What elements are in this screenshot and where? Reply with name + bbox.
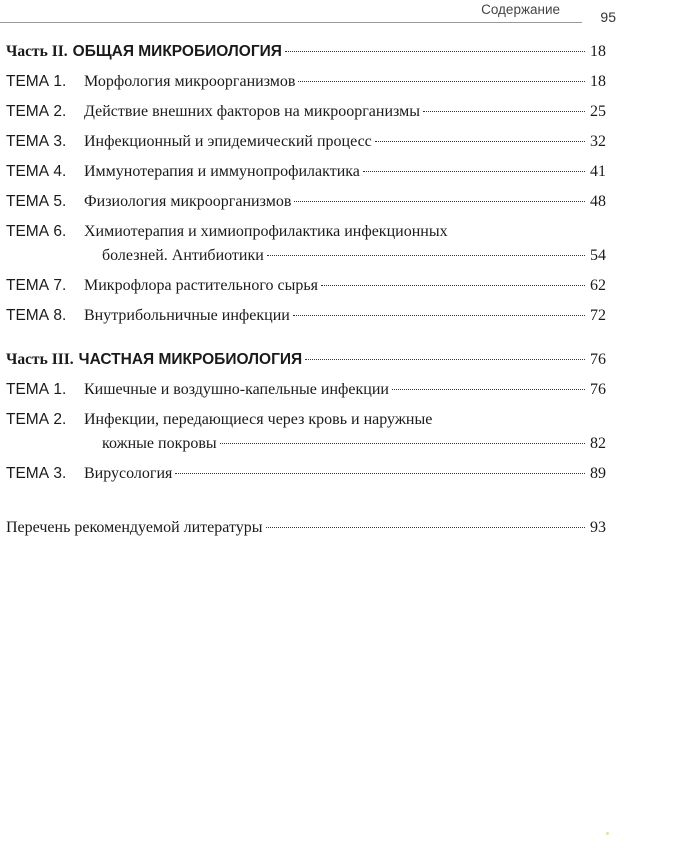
topic-label: ТЕМА 6.	[6, 223, 67, 240]
running-title: Содержание	[481, 2, 560, 17]
entry-title: Инфекционный и эпидемический процесс	[84, 133, 372, 150]
table-of-contents	[6, 36, 606, 540]
dot-leader	[294, 201, 585, 202]
running-header	[0, 0, 678, 30]
dot-leader	[266, 527, 586, 528]
entry-title: Химиотерапия и химиопрофилактика инфекционных	[84, 223, 448, 240]
dot-leader	[298, 81, 585, 82]
header-rule	[0, 22, 582, 23]
entry-title: Действие внешних факторов на микроорганизмы	[84, 103, 420, 120]
entry-title-continued: болезней. Антибиотики	[102, 247, 264, 264]
toc-part-2	[6, 40, 606, 64]
references-title: Перечень рекомендуемой литературы	[6, 519, 263, 536]
entry-title: Физиология микроорганизмов	[84, 193, 292, 210]
toc-page-number: 93	[590, 519, 606, 536]
entry-title: Внутрибольничные инфекции	[84, 307, 290, 324]
entry-title: Микрофлора растительного сырья	[84, 277, 318, 294]
dot-leader	[293, 315, 585, 316]
part-title: ОБЩАЯ МИКРОБИОЛОГИЯ	[72, 43, 282, 60]
toc-entry	[6, 220, 606, 268]
entry-title: Вирусология	[84, 465, 173, 482]
page-number: 95	[600, 9, 616, 25]
topic-label: ТЕМА 4.	[6, 163, 67, 180]
entry-title: Морфология микроорганизмов	[84, 73, 296, 90]
topic-label: ТЕМА 8.	[6, 307, 67, 324]
dot-leader	[285, 51, 585, 52]
toc-page-number: 32	[590, 133, 606, 150]
toc-page-number: 48	[590, 193, 606, 210]
section-gap	[6, 328, 606, 344]
toc-entry	[6, 160, 606, 184]
toc-page-number: 89	[590, 465, 606, 482]
toc-page-number: 41	[590, 163, 606, 180]
topic-label: ТЕМА 3.	[6, 465, 67, 482]
toc-page-number: 25	[590, 103, 606, 120]
toc-entry	[6, 190, 606, 214]
toc-page-number: 76	[590, 381, 606, 398]
topic-label: ТЕМА 5.	[6, 193, 67, 210]
dot-leader	[305, 359, 585, 360]
dot-leader	[220, 443, 585, 444]
toc-page-number: 18	[590, 43, 606, 60]
part-label: Часть II.	[6, 43, 68, 60]
toc-entry	[6, 100, 606, 124]
dot-leader	[363, 171, 585, 172]
topic-label: ТЕМА 1.	[6, 73, 67, 90]
toc-entry	[6, 408, 606, 456]
dot-leader	[375, 141, 585, 142]
entry-title: Кишечные и воздушно-капельные инфекции	[84, 381, 389, 398]
topic-label: ТЕМА 7.	[6, 277, 67, 294]
topic-label: ТЕМА 2.	[6, 103, 67, 120]
dot-leader	[392, 389, 585, 390]
toc-page-number: 62	[590, 277, 606, 294]
topic-label: ТЕМА 1.	[6, 381, 67, 398]
part-title: ЧАСТНАЯ МИКРОБИОЛОГИЯ	[78, 351, 303, 368]
toc-page-number: 54	[590, 247, 606, 264]
topic-label: ТЕМА 2.	[6, 411, 67, 428]
dot-leader	[423, 111, 585, 112]
toc-page-number: 72	[590, 307, 606, 324]
dot-leader	[267, 255, 585, 256]
topic-label: ТЕМА 3.	[6, 133, 67, 150]
toc-page-number: 18	[590, 73, 606, 90]
toc-entry	[6, 304, 606, 328]
toc-entry	[6, 462, 606, 486]
toc-page-number: 76	[590, 351, 606, 368]
entry-title: Инфекции, передающиеся через кровь и наружные	[84, 411, 433, 428]
toc-references	[6, 516, 606, 540]
toc-entry	[6, 378, 606, 402]
toc-part-3	[6, 348, 606, 372]
dot-leader	[175, 473, 585, 474]
part-label: Часть III.	[6, 351, 74, 368]
scan-speck	[606, 832, 609, 835]
toc-entry	[6, 130, 606, 154]
entry-title: Иммунотерапия и иммунопрофилактика	[84, 163, 360, 180]
toc-page-number: 82	[590, 435, 606, 452]
entry-title-continued: кожные покровы	[102, 435, 217, 452]
dot-leader	[321, 285, 585, 286]
toc-entry	[6, 274, 606, 298]
toc-entry	[6, 70, 606, 94]
